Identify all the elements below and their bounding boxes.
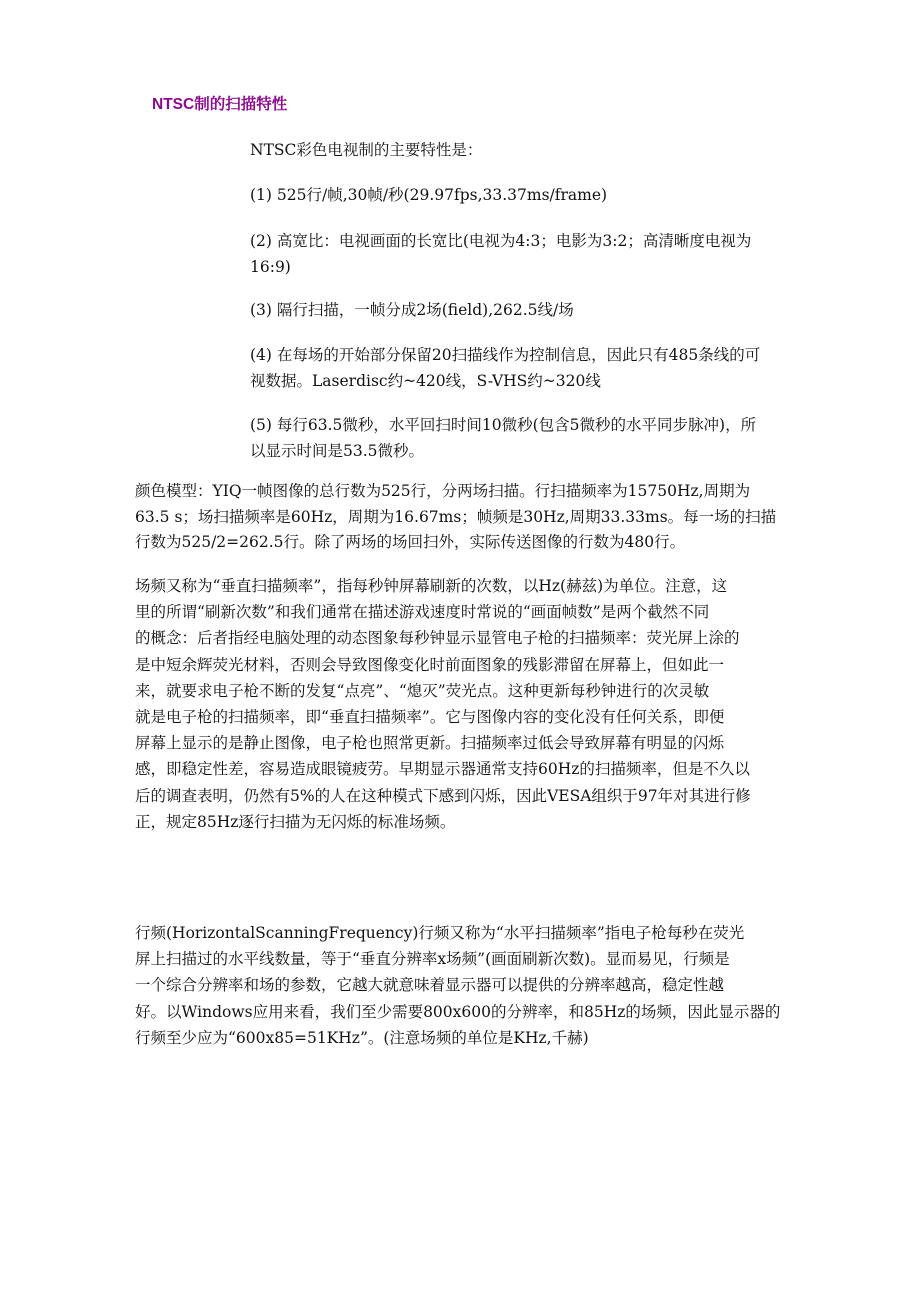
intro-text: [250, 138, 482, 164]
line: 后的调查表明，仍然有5%的人在这种模式下感到闪烁，因此VESA组织于97年对其进行修: [135, 786, 751, 805]
paragraph-field-frequency: [135, 573, 751, 835]
line: 行数为525/2=262.5行。除了两场的场回扫外，实际传送图像的行数为480行。: [135, 533, 686, 551]
line: 颜色模型：YIQ一帧图像的总行数为525行，分两场扫描。行扫描频率为15750Hz,周期为: [135, 482, 751, 500]
line: 是中短余辉荧光材料，否则会导致图像变化时前面图象的残影滞留在屏幕上，但如此一: [135, 655, 725, 674]
line: 感，即稳定性差，容易造成眼镜疲劳。早期显示器通常支持60Hz的扫描频率，但是不久以: [135, 760, 750, 779]
list-item-3: [250, 298, 574, 324]
line: 行频(HorizontalScanningFrequency)行频又称为“水平扫描频率”指电子枪每秒在荧光: [135, 924, 745, 942]
paragraph-color-model: [135, 479, 776, 556]
list-item-2: [250, 229, 751, 280]
line: 行频至少应为“600x85=51KHz”。(注意场频的单位是KHz,千赫): [135, 1028, 589, 1047]
line: (1) 525行/帧,30帧/秒(29.97fps,33.37ms/frame): [250, 186, 608, 204]
line: 屏上扫描过的水平线数量，等于“垂直分辨率x场频”(画面刷新次数)。显而易见，行频是: [135, 950, 730, 969]
line: 场频又称为“垂直扫描频率”，指每秒钟屏幕刷新的次数，以Hz(赫兹)为单位。注意，这: [135, 577, 728, 595]
line: 好。以Windows应用来看，我们至少需要800x600的分辨率，和85Hz的场频，因此显示器的: [135, 1002, 781, 1021]
line: 里的所谓“刷新次数”和我们通常在描述游戏速度时常说的“画面帧数”是两个截然不同: [135, 603, 710, 622]
line: 以显示时间是53.5微秒。: [250, 441, 425, 460]
line: 屏幕上显示的是静止图像，电子枪也照常更新。扫描频率过低会导致屏幕有明显的闪烁: [135, 734, 725, 753]
line: (4) 在每场的开始部分保留20扫描线作为控制信息，因此只有485条线的可: [250, 346, 761, 364]
line: 视数据。Laserdisc约~420线，S-VHS约~320线: [250, 371, 601, 390]
line: 63.5 s；场扫描频率是60Hz，周期为16.67ms；帧频是30Hz,周期33.33ms。每一场的扫描: [135, 507, 777, 526]
line: (5) 每行63.5微秒，水平回扫时间10微秒(包含5微秒的水平同步脉冲)，所: [250, 416, 757, 434]
intro-line: NTSC彩色电视制的主要特性是：: [250, 141, 483, 159]
line: 就是电子枪的扫描频率，即“垂直扫描频率”。它与图像内容的变化没有任何关系，即便: [135, 708, 725, 727]
paragraph-line-frequency: [135, 920, 780, 1051]
line: 的概念：后者指经电脑处理的动态图象每秒钟显示显管电子枪的扫描频率：荧光屏上涂的: [135, 629, 740, 648]
list-item-1: [250, 183, 607, 209]
section-title: NTSC制的扫描特性: [152, 96, 288, 113]
line: 来，就要求电子枪不断的发复“点亮”、“熄灭”荧光点。这种更新每秒钟进行的次灵敏: [135, 681, 710, 700]
line: (3) 隔行扫描，一帧分成2场(field),262.5线/场: [250, 301, 574, 319]
line: 正，规定85Hz逐行扫描为无闪烁的标准场频。: [135, 812, 456, 831]
list-item-4: [250, 343, 760, 394]
line: 一个综合分辨率和场的参数，它越大就意味着显示器可以提供的分辨率越高，稳定性越: [135, 976, 725, 995]
line: 16:9): [250, 257, 291, 276]
line: (2) 高宽比：电视画面的长宽比(电视为4:3；电影为3:2；高清晰度电视为: [250, 232, 752, 250]
list-item-5: [250, 413, 756, 464]
